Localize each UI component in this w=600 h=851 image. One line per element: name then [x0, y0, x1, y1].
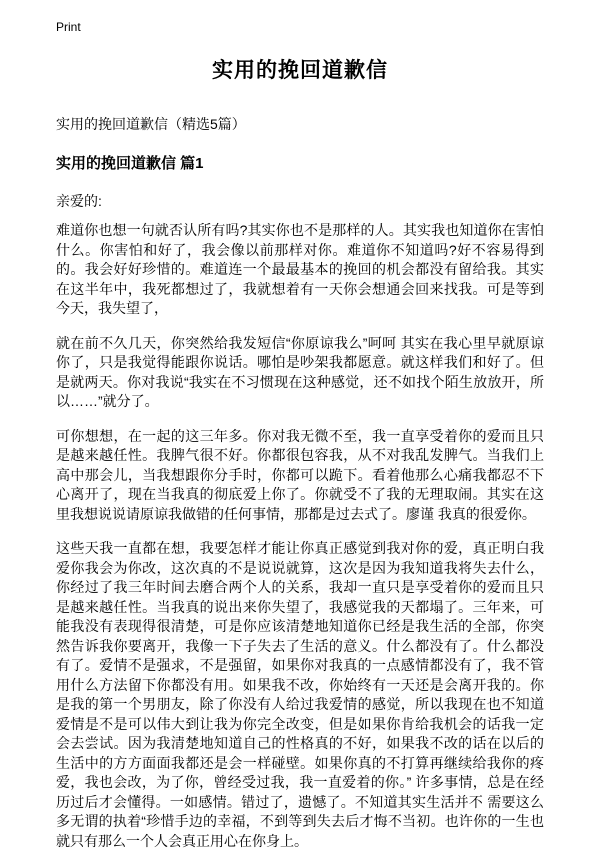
print-link[interactable]: Print: [56, 20, 81, 34]
paragraph-2: 就在前不久几天，你突然给我发短信“你原谅我么”呵呵 其实在我心里早就原谅你了，只是我觉得能跟你说话。哪怕是吵架我都愿意。就这样我们和好了。但是就两天。你对我说“我实在不习惯现在这种感觉，还不如找个陌生放放开，所以……”就分了。: [56, 334, 544, 409]
paragraph-4: 这些天我一直都在想，我要怎样才能让你真正感觉到我对你的爱，真正明白我爱你我会为你改，这次真的不是说说就算，这次是因为我知道我将失去什么，你经过了我三年时间去磨合两个人的关系，我却一直只是享受着你的爱而且只是越来越任性。当我真的说出来你失望了，我感觉我的天都塌了。三年来，可能我没有表现得很清楚，可是你应该清楚地知道你已经是我生活的全部，你突然告诉我你要离开，我像一下子失去了生活的意义。什么都没有了。什么都没有了。爱情不是强求，不是强留，如果你对我真的一点感情都没有了，我不管用什么方法留下你都没有用。如果我不改，你始终有一天还是会离开我的。你是我的第一个男朋友，除了你没有人给过我爱情的感觉，所以我现在也不知道爱情是不是可以伟大到让我为你完全改变，但是如果你肯给我机会的话我一定会去尝试。因为我清楚地知道自己的性格真的不好，如果我不改的话在以后的生活中的方方面面我都还是会一样碰壁。如果你真的不打算再继续给我你的疼爱，我也会改，为了你，曾经受过我，我一直爱着的你。” 许多事情，总是在经历过后才会懂得。一如感情。错过了，遗憾了。不知道其实生活并不 需要这么多无谓的执着“珍惜手边的幸福，不到等到失去后才悔不当初。也许你的一生也就只有那么一个人会真正用心在你身上。: [56, 540, 544, 849]
section-heading: 实用的挽回道歉信 篇1: [56, 155, 204, 172]
paragraph-1: 难道你也想一句就否认所有吗?其实你也不是那样的人。其实我也知道你在害怕什么。你害怕和好了，我会像以前那样对你。难道你不知道吗?好不容易得到的。我会好好珍惜的。难道连一个最最基本的挽回的机会都没有留给我。其实在这半年中，我死都想过了，我就想着有一天你会想通会回来找我。可是等到今天，我失望了，: [56, 222, 544, 316]
salutation: 亲爱的:: [56, 193, 102, 209]
article-title: 实用的挽回道歉信: [212, 59, 388, 82]
article-subtitle: 实用的挽回道歉信（精选5篇）: [56, 116, 246, 132]
paragraph-3: 可你想想，在一起的这三年多。你对我无微不至，我一直享受着你的爱而且只是越来越任性。我脾气很不好。你都很包容我，从不对我乱发脾气。当我们上高中那会儿，当我想跟你分手时，你都可以跪下。看着他那么心痛我都忍不下心离开了，现在当我真的彻底爱上你了。你就受不了我的无理取闹。其实在这里我想说说请原谅我做错的任何事情，那都是过去式了。廖谨 我真的很爱你。: [56, 427, 544, 522]
